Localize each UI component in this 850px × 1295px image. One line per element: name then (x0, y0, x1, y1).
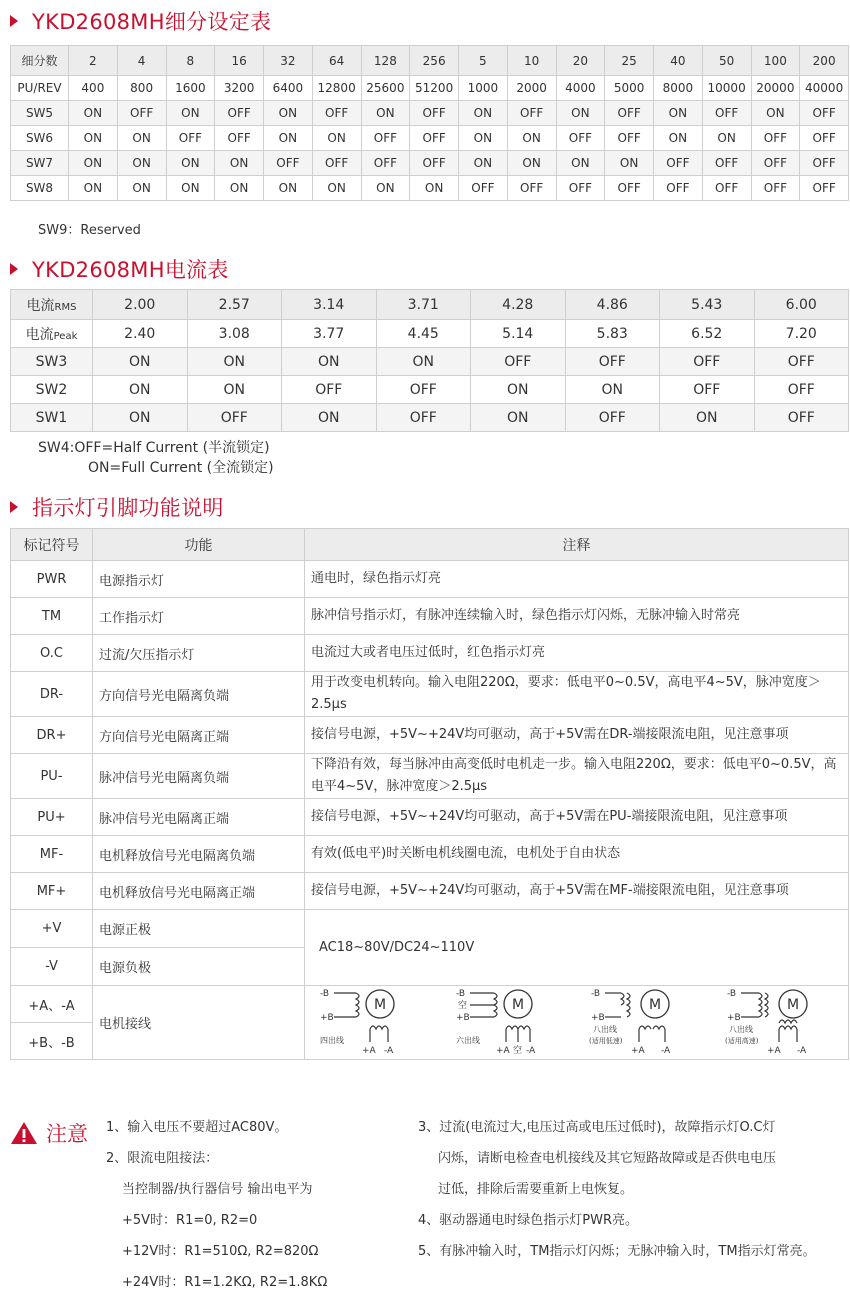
wiring-diagram-row (305, 987, 848, 1059)
pin-function: 电源正极 (93, 910, 305, 948)
table-cell: OFF (459, 176, 508, 201)
table-cell: ON (187, 348, 282, 376)
coil-a-icon (370, 1026, 388, 1029)
diagram-subcaption: (适用低速) (589, 1036, 623, 1045)
table-cell: OFF (282, 376, 377, 404)
subdivision-row (11, 126, 849, 151)
table-cell: ON (471, 404, 566, 432)
table-cell: ON (312, 176, 361, 201)
table-cell: ON (376, 348, 471, 376)
pin-note: 有效(低电平)时关断电机线圈电流，电机处于自由状态 (305, 836, 849, 873)
pin-function: 脉冲信号光电隔离正端 (93, 799, 305, 836)
table-cell: ON (187, 376, 282, 404)
table-cell: OFF (660, 376, 755, 404)
table-cell: 1600 (166, 76, 215, 101)
label-minus-a: -A (383, 1045, 394, 1056)
indicator-row (11, 635, 849, 672)
coil-a-icon (506, 1026, 530, 1029)
table-cell: ON (361, 101, 410, 126)
table-cell: ON (654, 126, 703, 151)
note-line: 4、驱动器通电时绿色指示灯PWR亮。 (418, 1213, 638, 1228)
peak-value: 5.14 (471, 320, 566, 348)
note-line: +12V时：R1=510Ω, R2=820Ω (122, 1244, 319, 1259)
pin-symbol: +A、-A (11, 986, 93, 1023)
table-cell: ON (556, 151, 605, 176)
rms-value: 3.71 (376, 290, 471, 320)
pin-function: 方向信号光电隔离正端 (93, 717, 305, 754)
rms-value: 5.43 (660, 290, 755, 320)
row-label: SW8 (11, 176, 69, 201)
table-cell: OFF (800, 126, 849, 151)
table-cell: OFF (471, 348, 566, 376)
label-plus-a: +A (767, 1045, 781, 1056)
label-minus-b: -B (591, 988, 601, 999)
wiring-diagrams (305, 986, 849, 1060)
note-line: +5V时：R1=0, R2=0 (122, 1213, 258, 1228)
table-cell: 2000 (507, 76, 556, 101)
triangle-bullet-icon (10, 15, 18, 27)
table-cell: OFF (660, 348, 755, 376)
table-cell: ON (166, 101, 215, 126)
table-cell: ON (459, 101, 508, 126)
table-cell: ON (117, 176, 166, 201)
label-empty: 空 (457, 1000, 467, 1011)
pin-note: 下降沿有效，每当脉冲由高变低时电机走一步。输入电阻220Ω，要求：低电平0~0.5V，高电平4~5V，脉冲宽度＞2.5μs (305, 754, 849, 799)
pin-note: 接信号电源，+5V~+24V均可驱动，高于+5V需在DR-端接限流电阻，见注意事项 (305, 717, 849, 754)
table-cell: 40000 (800, 76, 849, 101)
pin-symbol: TM (11, 598, 93, 635)
pin-note: 用于改变电机转向。输入电阻220Ω，要求：低电平0~0.5V，高电平4~5V，脉冲宽度＞2.5μs (305, 672, 849, 717)
table-cell: ON (410, 176, 459, 201)
table-cell: 51200 (410, 76, 459, 101)
label-plus-a: +A (631, 1045, 646, 1056)
table-cell: ON (264, 176, 313, 201)
pin-note: 电流过大或者电压过低时，红色指示灯亮 (305, 635, 849, 672)
triangle-bullet-icon (10, 501, 18, 513)
indicator-header-row (11, 529, 849, 561)
table-cell: OFF (215, 101, 264, 126)
table-cell: 400 (69, 76, 118, 101)
table-cell: OFF (410, 126, 459, 151)
table-cell: ON (605, 151, 654, 176)
coil-b-icon (494, 993, 497, 1017)
indicator-row (11, 754, 849, 799)
table-cell: OFF (312, 101, 361, 126)
pin-symbol: PU+ (11, 799, 93, 836)
subdivision-table (10, 45, 849, 201)
table-cell: OFF (754, 376, 849, 404)
table-cell: ON (282, 404, 377, 432)
diagram-subcaption: (适用高速) (725, 1036, 759, 1045)
section3-title-text: 指示灯引脚功能说明 (32, 496, 224, 520)
label-minus-a: -A (661, 1045, 671, 1056)
table-cell: OFF (754, 404, 849, 432)
rms-label-cell (11, 290, 93, 320)
table-cell: OFF (166, 126, 215, 151)
peak-value: 4.45 (376, 320, 471, 348)
table-cell: ON (507, 151, 556, 176)
wiring-diagram-four-wire (318, 987, 428, 1059)
rms-unit: RMS (54, 301, 77, 313)
indicator-row (11, 873, 849, 910)
warning-header (10, 1118, 88, 1148)
pin-note: 接信号电源，+5V~+24V均可驱动，高于+5V需在PU-端接限流电阻，见注意事项 (305, 799, 849, 836)
table-cell: OFF (117, 101, 166, 126)
diagram-caption: 四出线 (319, 1035, 344, 1045)
table-cell: ON (93, 348, 188, 376)
note-line: 5、有脉冲输入时，TM指示灯闪烁；无脉冲输入时，TM指示灯常亮。 (418, 1244, 816, 1259)
table-cell: OFF (187, 404, 282, 432)
rms-value: 6.00 (754, 290, 849, 320)
subdivision-row (11, 76, 849, 101)
table-cell: ON (117, 151, 166, 176)
label-plus-b: +B (455, 1012, 470, 1023)
row-label: SW7 (11, 151, 69, 176)
row-label: SW5 (11, 101, 69, 126)
table-cell: 25600 (361, 76, 410, 101)
current-switch-row (11, 348, 849, 376)
table-cell: 1000 (459, 76, 508, 101)
table-cell: OFF (605, 101, 654, 126)
triangle-bullet-icon (10, 263, 18, 275)
pin-function: 工作指示灯 (93, 598, 305, 635)
table-cell: OFF (565, 348, 660, 376)
indicator-pin-table (10, 528, 849, 1060)
coil-a-icon (779, 1020, 797, 1029)
pin-function: 电机释放信号光电隔离正端 (93, 873, 305, 910)
peak-value: 6.52 (660, 320, 755, 348)
section2-title (10, 254, 229, 284)
table-cell: OFF (565, 404, 660, 432)
current-table (10, 289, 849, 432)
peak-label: 电流 (25, 326, 54, 343)
table-cell: 20 (556, 46, 605, 76)
table-cell: ON (556, 101, 605, 126)
pin-symbol: DR+ (11, 717, 93, 754)
row-label: PU/REV (11, 76, 69, 101)
indicator-row (11, 672, 849, 717)
motor-letter: M (787, 996, 800, 1013)
table-cell: ON (282, 348, 377, 376)
table-cell: OFF (800, 101, 849, 126)
table-cell: OFF (264, 151, 313, 176)
peak-unit: Peak (53, 330, 78, 342)
table-cell: ON (751, 101, 800, 126)
table-cell: 5 (459, 46, 508, 76)
rms-value: 2.57 (187, 290, 282, 320)
table-cell: OFF (215, 126, 264, 151)
subdivision-header-row (11, 46, 849, 76)
table-cell: 16 (215, 46, 264, 76)
current-rms-row (11, 290, 849, 320)
motor-letter: M (373, 996, 386, 1013)
label-minus-a: -A (525, 1045, 535, 1056)
table-cell: OFF (754, 348, 849, 376)
section1-title (10, 6, 271, 36)
coil-b-icon (621, 993, 630, 1017)
table-cell: ON (654, 101, 703, 126)
table-cell: 12800 (312, 76, 361, 101)
label-minus-a: -A (797, 1045, 807, 1056)
peak-value: 3.08 (187, 320, 282, 348)
table-cell: ON (166, 176, 215, 201)
table-cell: ON (471, 376, 566, 404)
peak-value: 3.77 (282, 320, 377, 348)
subdivision-row (11, 101, 849, 126)
table-cell: OFF (410, 151, 459, 176)
label-plus-a: +A (495, 1045, 510, 1056)
table-cell: ON (361, 176, 410, 201)
table-cell: 50 (702, 46, 751, 76)
table-cell: ON (93, 404, 188, 432)
pin-symbol: +B、-B (11, 1023, 93, 1060)
pin-note: 脉冲信号指示灯，有脉冲连续输入时，绿色指示灯闪烁，无脉冲输入时常亮 (305, 598, 849, 635)
current-switch-row (11, 404, 849, 432)
label-plus-a: +A (361, 1045, 376, 1056)
warning-triangle-icon (10, 1121, 38, 1145)
table-cell: OFF (556, 176, 605, 201)
motor-func: 电机接线 (93, 986, 305, 1060)
warning-notes-left (106, 1112, 327, 1295)
wiring-diagram-six-wire (454, 987, 564, 1059)
table-cell: OFF (556, 126, 605, 151)
sw4-note-2: ON=Full Current (全流锁定) (88, 460, 274, 476)
table-cell: 128 (361, 46, 410, 76)
diagram-caption: 六出线 (455, 1035, 480, 1045)
table-cell: OFF (605, 126, 654, 151)
table-cell: OFF (800, 151, 849, 176)
table-cell: 25 (605, 46, 654, 76)
motor-a-row (11, 986, 849, 1023)
table-cell: OFF (312, 151, 361, 176)
table-cell: 10 (507, 46, 556, 76)
table-cell: OFF (376, 376, 471, 404)
pin-symbol: O.C (11, 635, 93, 672)
rms-label: 电流 (26, 297, 55, 314)
table-cell: ON (93, 376, 188, 404)
label-minus-b: -B (319, 988, 329, 999)
note-line: 过低，排除后需要重新上电恢复。 (438, 1182, 634, 1197)
note-line: 3、过流(电流过大,电压过高或电压过低时)，故障指示灯O.C灯 (418, 1120, 776, 1135)
row-label: SW2 (11, 376, 93, 404)
note-line: +24V时：R1=1.2KΩ, R2=1.8KΩ (122, 1275, 328, 1290)
table-cell: ON (69, 101, 118, 126)
pin-symbol: -V (11, 948, 93, 986)
pin-function: 方向信号光电隔离负端 (93, 672, 305, 717)
table-cell: ON (702, 126, 751, 151)
rms-value: 4.28 (471, 290, 566, 320)
table-cell: ON (660, 404, 755, 432)
warning-label: 注意 (46, 1122, 88, 1146)
pin-symbol: PU- (11, 754, 93, 799)
table-cell: 40 (654, 46, 703, 76)
peak-label-cell (11, 320, 93, 348)
peak-value: 5.83 (565, 320, 660, 348)
label-plus-b: +B (319, 1012, 334, 1023)
rms-value: 4.86 (565, 290, 660, 320)
diagram-caption: 八出线 (729, 1024, 754, 1034)
peak-value: 7.20 (754, 320, 849, 348)
table-cell: ON (166, 151, 215, 176)
indicator-row (11, 836, 849, 873)
note-line: 1、输入电压不要超过AC80V。 (106, 1120, 288, 1135)
label-minus-b: -B (727, 988, 737, 999)
table-cell: OFF (410, 101, 459, 126)
table-cell: 20000 (751, 76, 800, 101)
peak-value: 2.40 (93, 320, 188, 348)
table-cell: ON (69, 151, 118, 176)
label-plus-b: +B (591, 1012, 606, 1023)
sw9-note: SW9：Reserved (38, 223, 141, 238)
table-cell: OFF (361, 126, 410, 151)
note-line: 当控制器/执行器信号 输出电平为 (122, 1182, 313, 1197)
table-cell: ON (264, 126, 313, 151)
indicator-row (11, 598, 849, 635)
table-cell: 3200 (215, 76, 264, 101)
table-cell: ON (215, 151, 264, 176)
row-label: SW6 (11, 126, 69, 151)
row-label: 细分数 (11, 46, 69, 76)
table-cell: 4000 (556, 76, 605, 101)
indicator-row (11, 799, 849, 836)
wiring-diagram-eight-wire-high (725, 987, 835, 1059)
table-cell: ON (69, 126, 118, 151)
table-cell: OFF (800, 176, 849, 201)
coil-b-icon (759, 993, 768, 1017)
pin-symbol: PWR (11, 561, 93, 598)
table-cell: 32 (264, 46, 313, 76)
table-cell: 2 (69, 46, 118, 76)
header-note: 注释 (305, 529, 849, 561)
pin-function: 脉冲信号光电隔离负端 (93, 754, 305, 799)
table-cell: 4 (117, 46, 166, 76)
table-cell: ON (312, 126, 361, 151)
label-empty: 空 (512, 1045, 522, 1056)
table-cell: 200 (800, 46, 849, 76)
table-cell: ON (565, 376, 660, 404)
power-positive-row (11, 910, 849, 948)
pin-function: 电源负极 (93, 948, 305, 986)
table-cell: 256 (410, 46, 459, 76)
table-cell: OFF (751, 176, 800, 201)
motor-letter: M (511, 996, 524, 1013)
current-peak-row (11, 320, 849, 348)
table-cell: ON (507, 126, 556, 151)
motor-letter: M (649, 996, 662, 1013)
sw4-note-1: SW4:OFF=Half Current (半流锁定) (38, 440, 270, 456)
pin-function: 过流/欠压指示灯 (93, 635, 305, 672)
table-cell: 5000 (605, 76, 654, 101)
rms-value: 2.00 (93, 290, 188, 320)
header-symbol: 标记符号 (11, 529, 93, 561)
diagram-caption: 八出线 (593, 1024, 618, 1034)
pin-function: 电机释放信号光电隔离负端 (93, 836, 305, 873)
table-cell: OFF (751, 151, 800, 176)
table-cell: OFF (702, 176, 751, 201)
table-cell: 800 (117, 76, 166, 101)
section2-title-text: YKD2608MH电流表 (32, 258, 229, 282)
current-switch-row (11, 376, 849, 404)
table-cell: OFF (751, 126, 800, 151)
table-cell: 10000 (702, 76, 751, 101)
table-cell: ON (117, 126, 166, 151)
subdivision-row (11, 151, 849, 176)
row-label: SW3 (11, 348, 93, 376)
table-cell: ON (459, 151, 508, 176)
table-cell: OFF (376, 404, 471, 432)
table-cell: ON (264, 101, 313, 126)
power-note: AC18~80V/DC24~110V (305, 910, 849, 986)
pin-symbol: DR- (11, 672, 93, 717)
table-cell: 6400 (264, 76, 313, 101)
indicator-row (11, 717, 849, 754)
table-cell: OFF (507, 176, 556, 201)
section1-title-text: YKD2608MH细分设定表 (32, 10, 272, 34)
table-cell: 100 (751, 46, 800, 76)
pin-symbol: +V (11, 910, 93, 948)
pin-function: 电源指示灯 (93, 561, 305, 598)
pin-symbol: MF+ (11, 873, 93, 910)
table-cell: 8 (166, 46, 215, 76)
table-cell: ON (69, 176, 118, 201)
label-minus-b: -B (455, 988, 465, 999)
table-cell: ON (459, 126, 508, 151)
pin-note: 通电时，绿色指示灯亮 (305, 561, 849, 598)
coil-b-icon (356, 993, 359, 1017)
note-line: 闪烁，请断电检查电机接线及其它短路故障或是否供电电压 (438, 1151, 777, 1166)
rms-value: 3.14 (282, 290, 377, 320)
subdivision-row (11, 176, 849, 201)
table-cell: OFF (654, 176, 703, 201)
table-cell: OFF (605, 176, 654, 201)
label-plus-b: +B (727, 1012, 741, 1023)
coil-a-icon (639, 1026, 665, 1029)
table-cell: OFF (361, 151, 410, 176)
table-cell: OFF (507, 101, 556, 126)
pin-note: 接信号电源，+5V~+24V均可驱动，高于+5V需在MF-端接限流电阻，见注意事项 (305, 873, 849, 910)
row-label: SW1 (11, 404, 93, 432)
indicator-row (11, 561, 849, 598)
note-line: 2、限流电阻接法： (106, 1151, 219, 1166)
warning-notes-right (418, 1112, 816, 1267)
table-cell: ON (215, 176, 264, 201)
section3-title (10, 492, 224, 522)
header-function: 功能 (93, 529, 305, 561)
table-cell: OFF (702, 101, 751, 126)
table-cell: 8000 (654, 76, 703, 101)
table-cell: OFF (654, 151, 703, 176)
pin-symbol: MF- (11, 836, 93, 873)
table-cell: 64 (312, 46, 361, 76)
wiring-diagram-eight-wire-low (589, 987, 699, 1059)
table-cell: OFF (702, 151, 751, 176)
